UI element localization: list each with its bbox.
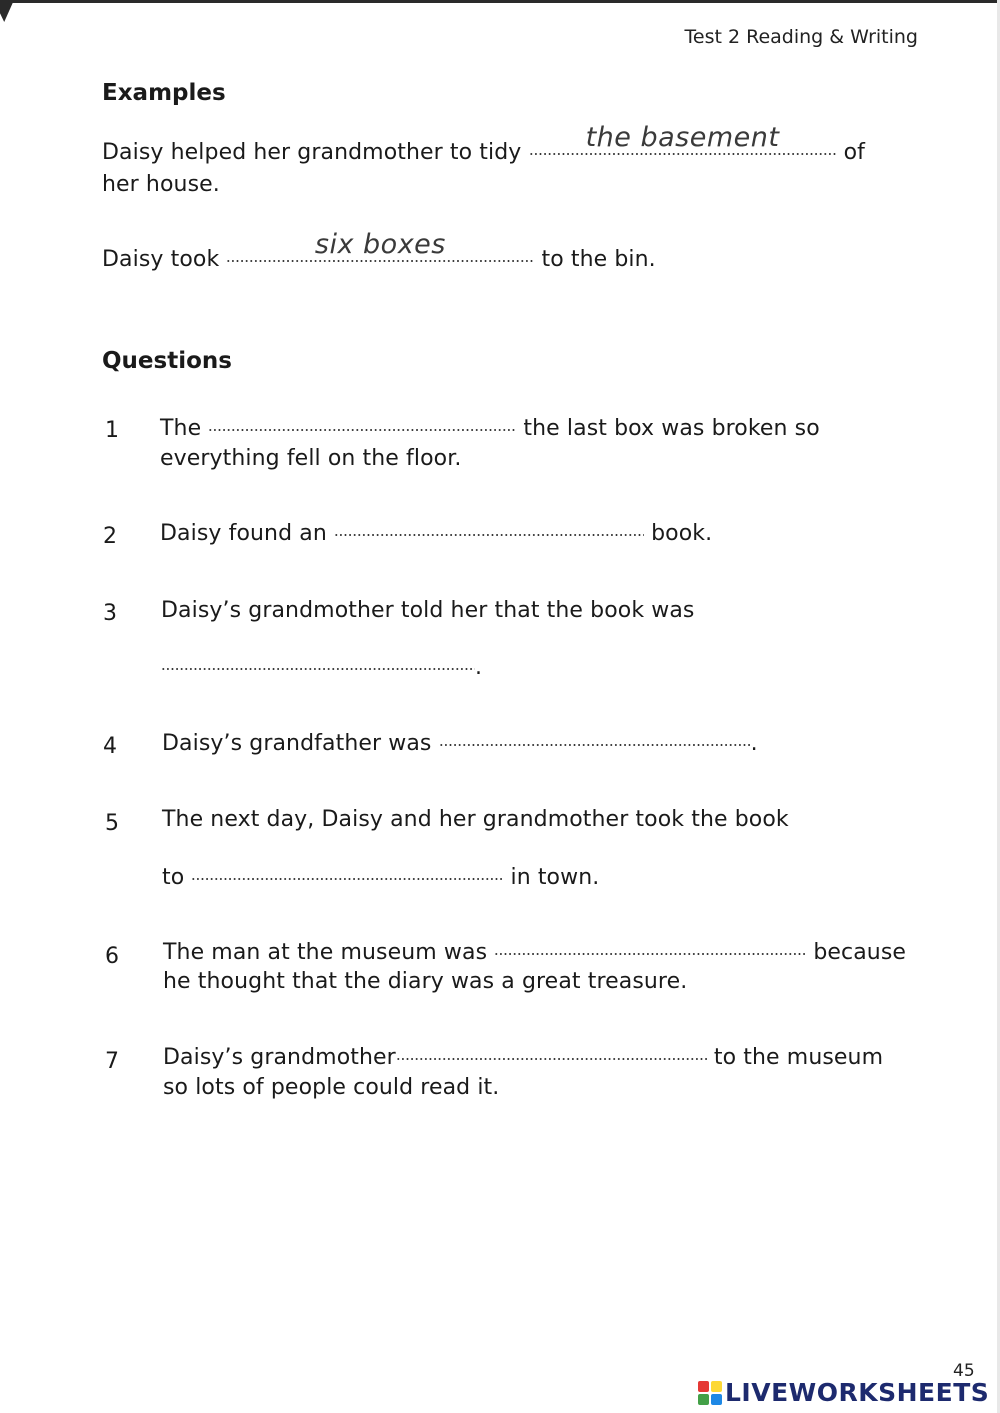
- question-7: [163, 1045, 883, 1070]
- question-1-text: The: [160, 416, 202, 441]
- examples-title: Examples: [102, 80, 226, 106]
- brand-name: LIVEWORKSHEETS: [725, 1378, 990, 1407]
- question-5-number: 5: [105, 811, 119, 836]
- question-5-after: in town.: [510, 865, 600, 890]
- question-7-after: to the museum: [713, 1045, 884, 1070]
- page-header: Test 2 Reading & Writing: [684, 26, 918, 48]
- question-1-continuation: everything fell on the floor.: [160, 446, 462, 471]
- question-6-continuation: he thought that the diary was a great treasure.: [163, 969, 688, 994]
- example-2: [102, 229, 656, 272]
- page-top-edge: [0, 0, 1000, 6]
- question-6-text: The man at the museum was: [163, 940, 488, 965]
- question-6: [163, 940, 906, 965]
- page-number: 45: [953, 1361, 975, 1381]
- questions-title: Questions: [102, 348, 232, 374]
- question-7-continuation: so lots of people could read it.: [163, 1075, 500, 1100]
- example-2-text: Daisy took: [102, 247, 220, 272]
- question-3-answer-line: [161, 655, 482, 680]
- example-2-answer: six boxes: [314, 229, 446, 260]
- question-5-answer-line: [162, 865, 599, 890]
- question-2-after: book.: [651, 521, 713, 546]
- liveworksheets-logo-icon: [698, 1381, 722, 1405]
- question-6-after: because: [813, 940, 907, 965]
- example-1: [102, 122, 866, 165]
- question-3-number: 3: [103, 601, 117, 626]
- question-5-text: The next day, Daisy and her grandmother took the book: [162, 807, 789, 832]
- question-2-text: Daisy found an: [160, 521, 327, 546]
- question-3-after: .: [475, 655, 483, 680]
- question-2-number: 2: [103, 524, 117, 549]
- example-1-continuation: her house.: [102, 172, 220, 197]
- question-7-text: Daisy’s grandmother: [163, 1045, 396, 1070]
- example-1-after: of: [843, 140, 866, 165]
- question-6-number: 6: [105, 944, 119, 969]
- liveworksheets-brand: [698, 1378, 989, 1407]
- question-4: [162, 731, 758, 756]
- question-4-number: 4: [103, 734, 117, 759]
- question-1-number: 1: [105, 418, 119, 443]
- example-1-text: Daisy helped her grandmother to tidy: [102, 140, 522, 165]
- question-2: [160, 521, 712, 546]
- question-4-after: .: [750, 731, 758, 756]
- example-2-after: to the bin.: [541, 247, 656, 272]
- question-7-number: 7: [105, 1049, 119, 1074]
- question-3-text: Daisy’s grandmother told her that the book was: [161, 598, 695, 623]
- question-4-text: Daisy’s grandfather was: [162, 731, 432, 756]
- example-1-answer: the basement: [585, 122, 780, 153]
- question-1: [160, 416, 820, 441]
- question-1-after: the last box was broken so: [523, 416, 820, 441]
- question-5-before: to: [162, 865, 185, 890]
